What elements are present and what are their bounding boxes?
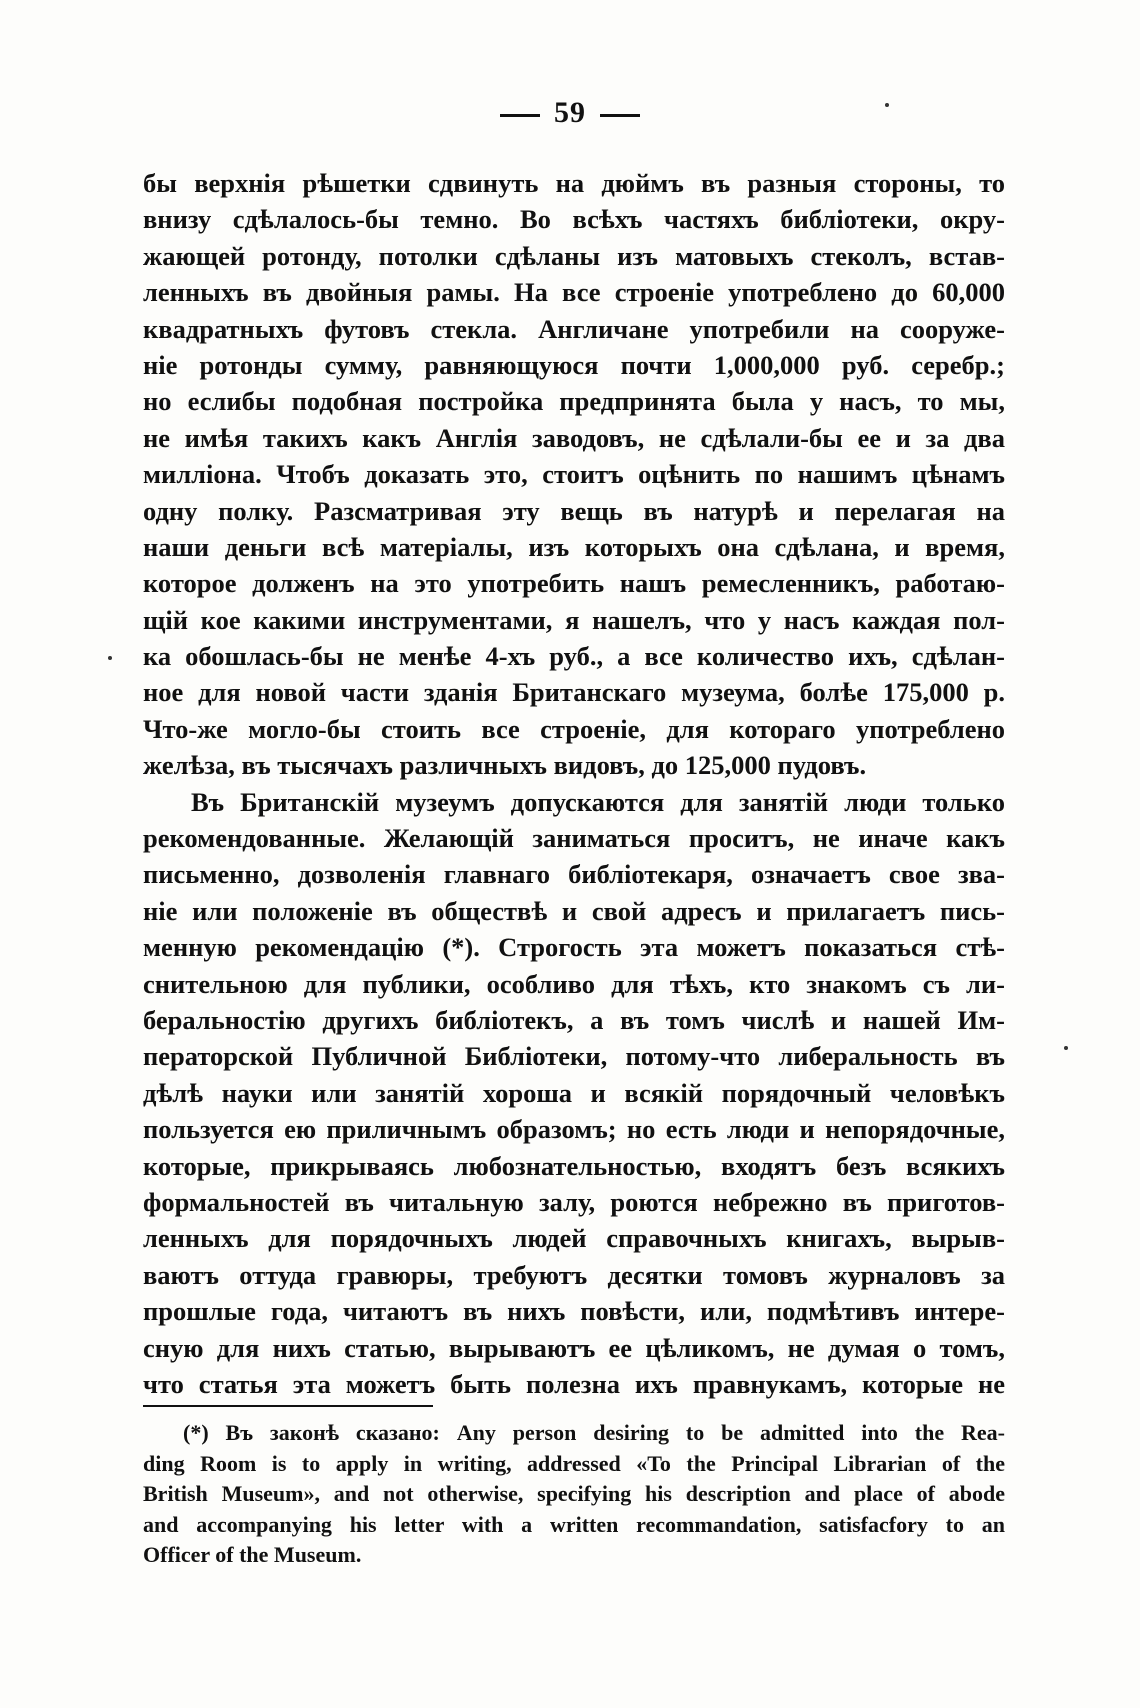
text-line: бы верхнія рѣшетки сдвинуть на дюймъ въ разныя стороны, то [143, 168, 1005, 198]
paragraph-1 [143, 165, 1005, 784]
text-line: Что-же могло-бы стоить все строеніе, для котораго употреблено [143, 713, 1005, 744]
text-line: Въ Британскій музеумъ допускаются для занятій люди только [191, 786, 1005, 817]
print-speck [108, 656, 112, 660]
right-dash [600, 114, 640, 117]
text-line: прошлые года, читаютъ въ нихъ повѣсти, или, подмѣтивъ интере- [143, 1296, 1005, 1327]
text-line: рекомендованные. Желающій заниматься проситъ, не иначе какъ [143, 823, 1005, 854]
text-line: но еслибы подобная постройка предпринята была у насъ, то мы, [143, 386, 1005, 417]
text-line: жающей ротонду, потолки сдѣланы изъ матовыхъ стеколъ, встав- [143, 240, 1005, 271]
text-line: которое долженъ на это употребить нашъ ремесленникъ, работаю- [143, 568, 1005, 599]
text-line: снительною для публики, особливо для тѣхъ, кто знакомъ съ ли- [143, 968, 1005, 999]
text-line: ка обошлась-бы не менѣе 4-хъ руб., а все количество ихъ, сдѣлан- [143, 641, 1005, 672]
text-line: ніе или положеніе въ обществѣ и свой адресъ и прилагаетъ пись- [143, 895, 1005, 926]
paragraph-2 [143, 784, 1005, 1403]
text-line: ленныхъ въ двойныя рамы. На все строеніе употреблено до 60,000 [143, 277, 1005, 308]
text-line: менную рекомендацію (*). Строгость эта можетъ показаться стѣ- [143, 932, 1005, 963]
text-line: милліона. Чтобъ доказать это, стоитъ оцѣнить по нашимъ цѣнамъ [143, 459, 1005, 490]
footnote-line: and accompanying his letter with a written recommandation, satisfacfory to an [143, 1511, 1005, 1537]
page-number-header [0, 96, 1140, 130]
text-line: сную для нихъ статью, вырываютъ ее цѣликомъ, не думая о томъ, [143, 1332, 1005, 1363]
text-line: одну полку. Разсматривая эту вещь въ натурѣ и перелагая на [143, 495, 1005, 526]
text-line: формальностей въ читальную залу, роются небрежно въ приготов- [143, 1186, 1005, 1217]
print-speck [885, 103, 889, 107]
text-line: пользуется ею приличнымъ образомъ; но есть люди и непорядочные, [143, 1114, 1005, 1145]
text-line: ваютъ оттуда гравюры, требуютъ десятки томовъ журналовъ за [143, 1259, 1005, 1290]
footnote-rule [143, 1405, 433, 1407]
text-line: наши деньги всѣ матеріалы, изъ которыхъ она сдѣлана, и время, [143, 531, 1005, 562]
text-line: желѣза, въ тысячахъ различныхъ видовъ, до 125,000 пудовъ. [143, 750, 867, 781]
main-text [143, 165, 1005, 1402]
text-line: ніе ротонды сумму, равняющуюся почти 1,000,000 руб. серебр.; [143, 349, 1005, 380]
print-speck [1064, 1046, 1068, 1050]
text-line: щій кое какими инструментами, я нашелъ, что у насъ каждая пол- [143, 604, 1005, 635]
footnote-line: British Museum», and not otherwise, specifying his description and place of abode [143, 1481, 1005, 1506]
text-line: ное для новой части зданія Британскаго музеума, болѣе 175,000 р. [143, 677, 1005, 708]
text-line: беральностію другихъ библіотекъ, а въ томъ числѣ и нашей Им- [143, 1004, 1005, 1035]
left-dash [500, 114, 540, 117]
text-line: что статья эта можетъ быть полезна ихъ правнукамъ, которые не [143, 1368, 1005, 1399]
footnote-line: ding Room is to apply in writing, addressed «To the Principal Librarian of the [143, 1450, 1005, 1476]
text-line: дѣлѣ науки или занятій хороша и всякій порядочный человѣкъ [143, 1077, 1005, 1108]
text-line: квадратныхъ футовъ стекла. Англичане употребили на сооруже- [143, 313, 1005, 344]
text-line: не имѣя такихъ какъ Англія заводовъ, не сдѣлали-бы ее и за два [143, 422, 1005, 453]
page-number: 59 [554, 96, 586, 129]
text-line: внизу сдѣлалось-бы темно. Во всѣхъ частяхъ библіотеки, окру- [143, 204, 1005, 235]
text-line: которые, прикрываясь любознательностью, входятъ безъ всякихъ [143, 1150, 1005, 1181]
text-line: ператорской Публичной Библіотеки, потому-что либеральность въ [143, 1041, 1005, 1072]
footnote-line: Officer of the Museum. [143, 1542, 362, 1567]
text-line: ленныхъ для порядочныхъ людей справочныхъ книгахъ, вырыв- [143, 1223, 1005, 1254]
text-line: письменно, дозволенія главнаго библіотекаря, означаетъ свое зва- [143, 859, 1005, 890]
footnote-line: (*) Въ законѣ сказано: Any person desiring to be admitted into the Rea- [183, 1420, 1005, 1445]
footnote [143, 1418, 1005, 1571]
